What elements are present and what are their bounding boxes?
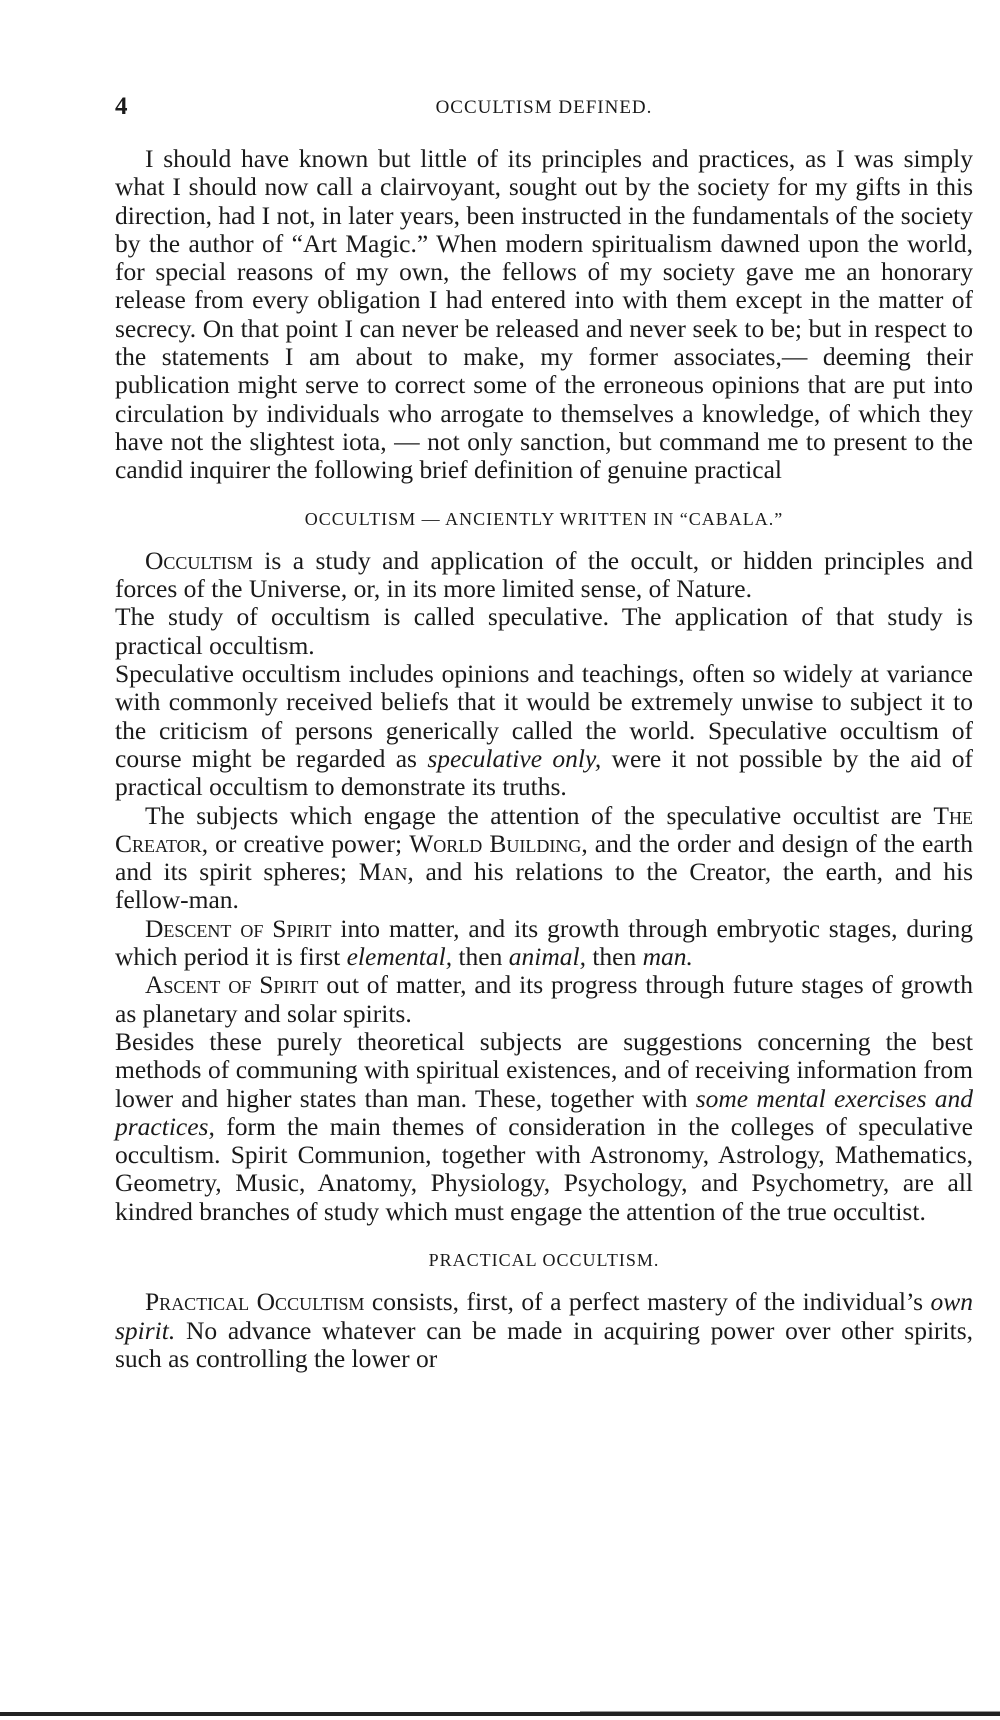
- section-heading-practical: PRACTICAL OCCULTISM.: [428, 1249, 660, 1270]
- paragraph-text: No advance whatever can be made in acquiring power over other spirits, such as controlling the lower or: [115, 1315, 973, 1373]
- term-ascent-of-spirit: Ascent of Spirit: [145, 970, 319, 1000]
- emphasis-man: man.: [642, 942, 693, 972]
- running-head: [115, 93, 973, 123]
- term-world-building: World Building,: [409, 828, 588, 858]
- term-creator: The Creator,: [115, 800, 973, 858]
- emphasis-text: speculative only,: [427, 743, 602, 773]
- emphasis-text: some mental exercises and practices,: [115, 1083, 974, 1141]
- paragraph-text: out of matter, and its progress through future stages of growth as planetary and solar spirits.: [115, 970, 973, 1028]
- emphasis-animal: animal,: [508, 942, 586, 972]
- paragraph-intro: I should have known but little of its principles and practices, as I was simply what I should now call a clairvoyant, sought out by the society for my gifts in this direction, had I not, in later years, been instructed in the fundamentals of the society by the author of “Art Magic.” When modern spiritualism dawned upon the world, for special reasons of my own, the fellows of my society gave me an honorary release from every obligation I had entered into with them except in the matter of secrecy. On that point I can never be released and never seek to be; but in respect to the statements I am about to make, my former associates,— deeming their publication might serve to correct some of the erroneous opinions that are put into circulation by individuals who arrogate to themselves a knowledge, of which they have not the slightest iota, — not only sanction, but command me to present to the candid inquirer the following brief definition of genuine practical: [115, 144, 973, 485]
- emphasis-own-spirit: own spirit.: [115, 1287, 973, 1345]
- paragraph-descent: [115, 915, 973, 972]
- paragraph-theoretical-subjects: [115, 1028, 973, 1226]
- emphasis-elemental: elemental,: [346, 942, 453, 972]
- paragraph-subjects: [115, 802, 973, 915]
- term-descent-of-spirit: Descent of Spirit: [145, 913, 332, 943]
- page-bottom-rule: [0, 1712, 1000, 1716]
- paragraph-text: then: [452, 942, 509, 972]
- running-title: OCCULTISM DEFINED.: [435, 97, 653, 118]
- paragraph-text: The subjects which engage the attention of the speculative occultist are: [145, 800, 934, 830]
- body-text: [115, 145, 973, 1373]
- term-man: Man,: [358, 857, 414, 887]
- section-heading-cabala: OCCULTISM — ANCIENTLY WRITTEN IN “CABALA.”: [304, 508, 784, 529]
- paragraph-speculative-teachings: [115, 660, 973, 801]
- paragraph-text: Besides these purely theoretical subjects are suggestions concerning the best methods of communing with spiritual existences, and of receiving information from lower and higher states than man. These, together with: [115, 1026, 973, 1113]
- lead-term: Occultism: [145, 545, 253, 575]
- paragraph-text: form the main themes of consideration in the colleges of speculative occultism. Spirit Communion, together with Astronomy, Astrology, Mathematics, Geometry, Music, Anatomy, Physiology, Psychology, and Psychometry, are all kindred branches of study which must engage the attention of the true occultist.: [115, 1111, 973, 1226]
- paragraph-ascent: [115, 971, 973, 1028]
- paragraph-practical-occultism: [115, 1288, 973, 1373]
- paragraph-text: consists, first, of a perfect mastery of the individual’s: [364, 1287, 931, 1317]
- paragraph-occultism-definition: [115, 547, 973, 604]
- paragraph-text: were it not possible by the aid of practical occultism to demonstrate its truths.: [115, 743, 973, 802]
- paragraph-text: and the order and design of the earth and its spirit spheres;: [115, 828, 973, 887]
- page-number: 4: [115, 93, 128, 120]
- term-practical-occultism: Practical Occultism: [145, 1287, 365, 1317]
- paragraph-text: into matter, and its growth through embryotic stages, during which period it is first: [115, 913, 973, 972]
- paragraph-text: is a study and application of the occult, or hidden principles and forces of the Universe, or, in its more limited sense, of Nature.: [115, 545, 973, 604]
- paragraph-text: then: [585, 942, 643, 972]
- paragraph-speculative: The study of occultism is called speculative. The application of that study is practical occultism.: [115, 602, 973, 660]
- paragraph-text: Speculative occultism includes opinions and teachings, often so widely at variance with commonly received beliefs that it would be extremely unwise to subject it to the criticism of persons generically called the world. Speculative occultism of course might be regarded as: [115, 659, 973, 773]
- paragraph-text: or creative power;: [208, 828, 410, 858]
- paragraph-text: and his relations to the Creator, the earth, and his fellow-man.: [115, 857, 974, 915]
- page-bottom-rule-faint: [580, 1711, 1000, 1712]
